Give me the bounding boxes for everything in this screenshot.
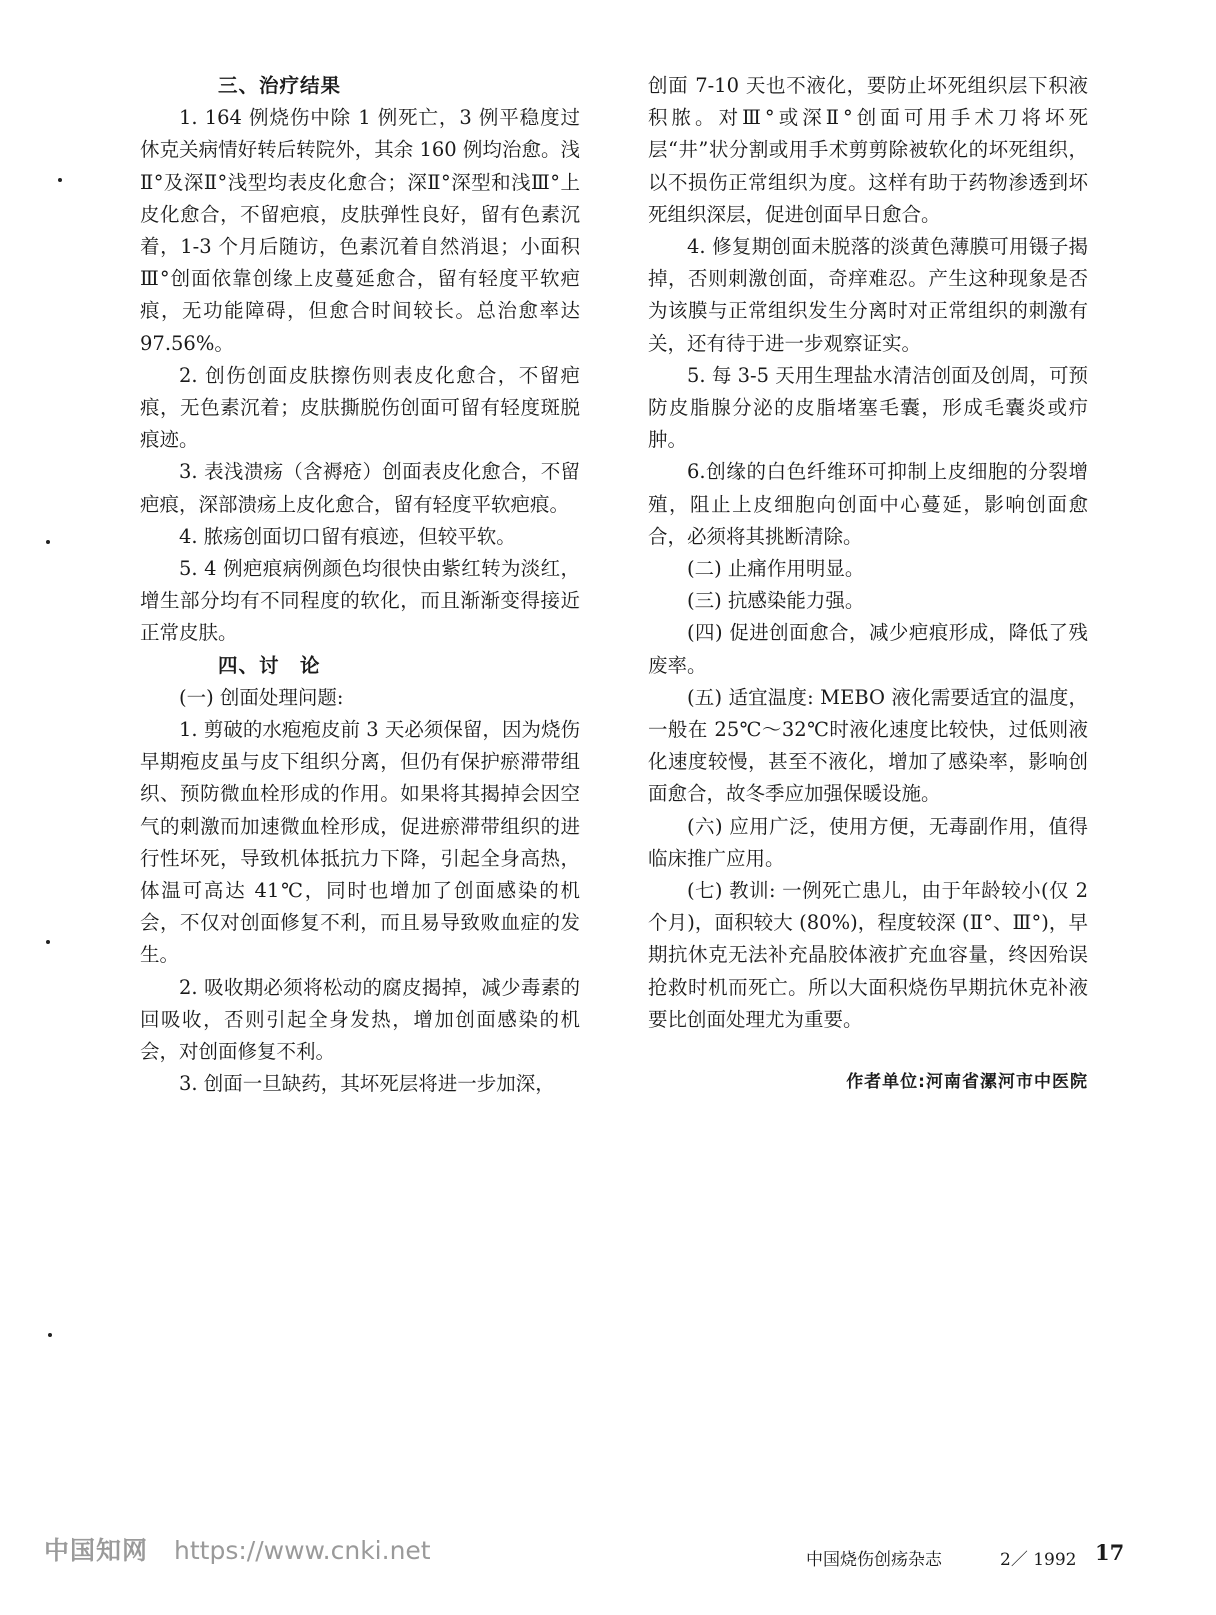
section-heading-discussion: 四、讨 论 (218, 653, 321, 677)
page-number: 17 (1095, 1540, 1125, 1565)
paragraph: 4. 脓疡创面切口留有痕迹，但较平软。 (179, 524, 516, 548)
paragraph: 3. 创面一旦缺药，其坏死层将进一步加深， (179, 1072, 555, 1096)
left-column (140, 70, 580, 1101)
scan-speck (46, 540, 50, 544)
journal-name: 中国烧伤创疡杂志 (806, 1550, 942, 1570)
scan-speck (58, 178, 62, 182)
paragraph: 1. 剪破的水疱疱皮前 3 天必须保留，因为烧伤早期疱皮虽与皮下组织分离，但仍有保护瘀滞带组织、预防微血栓形成的作用。如果将其揭掉会因空气的刺激而加速微血栓形成，促进瘀滞带组织的进行性坏死，导致机体抵抗力下降，引起全身高热，体温可高达 41℃，同时也增加了创面感染的机会，不仅对创面修复不利，而且易导致败血症的发生。 (140, 718, 580, 967)
paragraph: (五) 适宜温度: MEBO 液化需要适宜的温度，一般在 25℃～32℃时液化速度比较快，过低则液化速度较慢，甚至不液化，增加了感染率，影响创面愈合，故冬季应加强保暖设施。 (648, 685, 1088, 806)
paragraph: (四) 促进创面愈合，减少疤痕形成，降低了残废率。 (648, 621, 1088, 677)
scan-speck (46, 940, 50, 944)
watermark-logo-text: 中国知网 (44, 1536, 149, 1565)
paragraph: 1. 164 例烧伤中除 1 例死亡，3 例平稳度过休克关病情好转后转院外，其余 160 例均治愈。浅Ⅱ°及深Ⅱ°浅型均表皮化愈合；深Ⅱ°深型和浅Ⅲ°上皮化愈合，不留疤痕，皮肤弹性良好，留有色素沉着，1-3 个月后随访，色素沉着自然消退；小面积Ⅲ°创面依靠创缘上皮蔓延愈合，留有轻度平软疤痕，无功能障碍，但愈合时间较长。总治愈率达 97.56%。 (140, 106, 580, 355)
author-affiliation: 作者单位:河南省漯河市中医院 (846, 1072, 1088, 1093)
right-column (648, 70, 1088, 1098)
issue-number: 2／ 1992 (1000, 1550, 1077, 1570)
paragraph: 2. 创伤创面皮肤擦伤则表皮化愈合，不留疤痕，无色素沉着；皮肤撕脱伤创面可留有轻度斑脱痕迹。 (140, 363, 580, 452)
paragraph: (六) 应用广泛，使用方便，无毒副作用，值得临床推广应用。 (648, 814, 1088, 870)
subheading: (三) 抗感染能力强。 (687, 589, 865, 613)
scan-speck (48, 1333, 52, 1337)
paragraph: 5. 4 例疤痕病例颜色均很快由紫红转为淡红，增生部分均有不同程度的软化，而且渐渐变得接近正常皮肤。 (140, 557, 580, 645)
subheading: (二) 止痛作用明显。 (687, 557, 865, 581)
watermark-url: https://www.cnki.net (174, 1536, 431, 1565)
paragraph-continued: 创面 7-10 天也不液化，要防止坏死组织层下积液积脓。对Ⅲ°或深Ⅱ°创面可用手术刀将坏死层“井”状分割或用手术剪剪除被软化的坏死组织，以不损伤正常组织为度。这样有助于药物渗透到坏死组织深层，促进创面早日愈合。 (648, 74, 1088, 226)
paragraph: 5. 每 3-5 天用生理盐水清洁创面及创周，可预防皮脂腺分泌的皮脂堵塞毛囊，形成毛囊炎或疖肿。 (648, 363, 1088, 452)
paragraph: (七) 教训: 一例死亡患儿，由于年龄较小(仅 2 个月)，面积较大 (80%)，程度较深 (Ⅱ°、Ⅲ°)，早期抗休克无法补充晶胶体液扩充血容量，终因殆误抢救时机而死亡。所以大面积烧伤早期抗休克补液要比创面处理尤为重要。 (648, 879, 1088, 1031)
section-heading-results: 三、治疗结果 (218, 74, 342, 97)
paragraph: 2. 吸收期必须将松动的腐皮揭掉，减少毒素的回吸收，否则引起全身发热，增加创面感染的机会，对创面修复不利。 (140, 975, 580, 1064)
paragraph: 3. 表浅溃疡（含褥疮）创面表皮化愈合，不留疤痕，深部溃疡上皮化愈合，留有轻度平软疤痕。 (140, 460, 580, 516)
paragraph: 4. 修复期创面未脱落的淡黄色薄膜可用镊子揭掉，否则刺激创面，奇痒难忍。产生这种现象是否为该膜与正常组织发生分离时对正常组织的刺激有关，还有待于进一步观察证实。 (648, 235, 1088, 355)
cnki-watermark (44, 1531, 431, 1567)
subheading: (一) 创面处理问题: (179, 685, 344, 709)
paragraph: 6.创缘的白色纤维环可抑制上皮细胞的分裂增殖，阻止上皮细胞向创面中心蔓延，影响创面愈合，必须将其挑断清除。 (648, 460, 1088, 548)
